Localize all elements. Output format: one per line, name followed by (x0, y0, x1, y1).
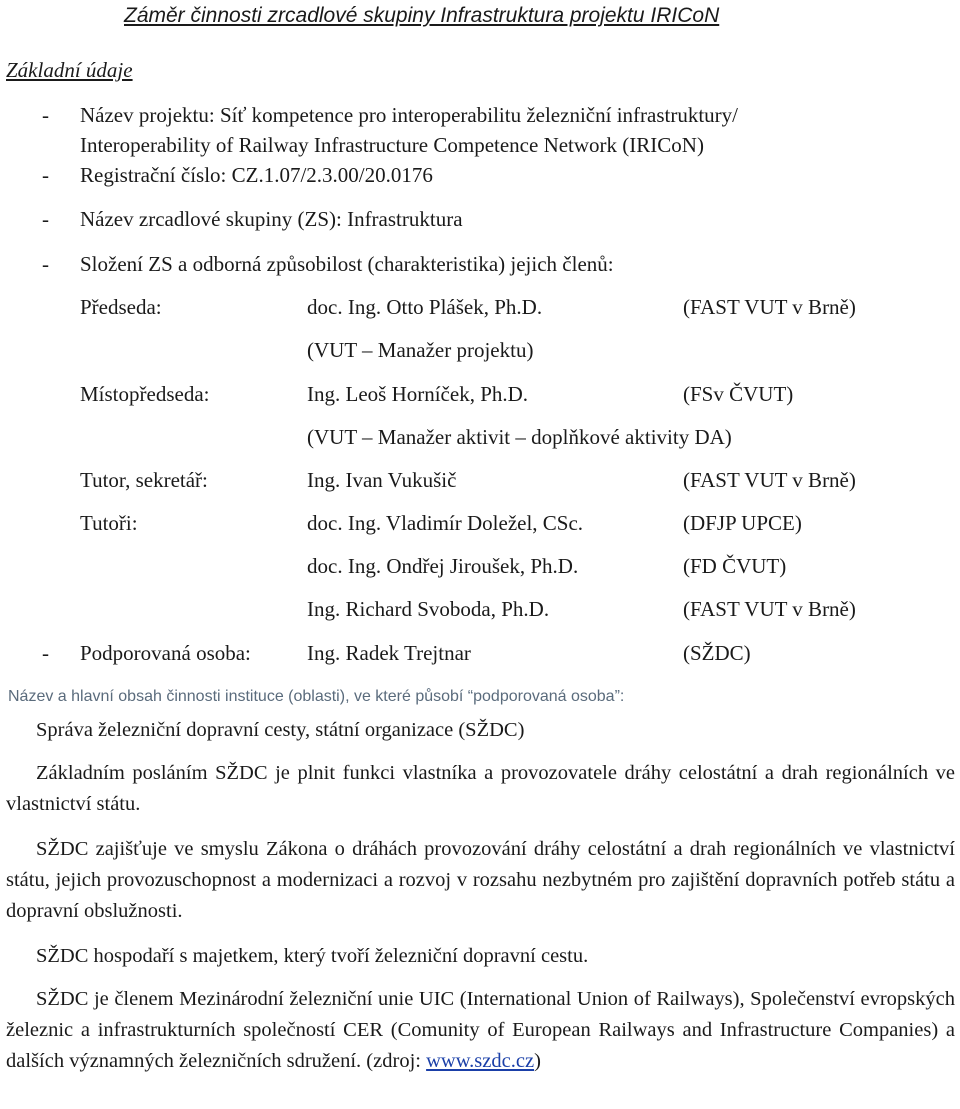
paragraph-mission: Základním posláním SŽDC je plnit funkci vlastníka a provozovatele dráhy celostátní a drah regionálních ve vlastnictví státu. (6, 762, 955, 815)
section-heading: Základní údaje (6, 58, 133, 82)
member-org: (DFJP UPCE) (683, 511, 802, 535)
list-dash: - (42, 641, 49, 665)
member-name: Ing. Ivan Vukušič (307, 468, 457, 492)
member-role: Předseda: (80, 295, 162, 319)
member-role: Tutor, sekretář: (80, 468, 208, 492)
membership-text: SŽDC je členem Mezinárodní železniční unie UIC (International Union of Railways), Společenství evropských železnic a infrastrukturních společností CER (Comunity of European Railways and Infrastructure Companies) a dalších významných železničních sdružení. (zdroj: (6, 988, 955, 1072)
member-role: Tutoři: (80, 511, 138, 535)
member-role: Místopředseda: (80, 382, 210, 406)
member-org: (FAST VUT v Brně) (683, 295, 856, 319)
group-name: Název zrcadlové skupiny (ZS): Infrastruktura (80, 207, 463, 231)
group-name-row (0, 204, 960, 234)
member-note: (VUT – Manažer aktivit – doplňkové aktivity DA) (307, 425, 732, 449)
list-dash: - (42, 103, 49, 127)
page-title: Záměr činnosti zrcadlové skupiny Infrastruktura projektu IRICoN (124, 4, 720, 27)
list-dash: - (42, 252, 49, 276)
project-name-line-2: Interoperability of Railway Infrastructure Competence Network (IRICoN) (80, 133, 704, 157)
member-name: doc. Ing. Ondřej Jiroušek, Ph.D. (307, 554, 579, 578)
paragraph-membership (6, 984, 955, 1077)
member-org: (FSv ČVUT) (683, 382, 794, 406)
institution-name: Správa železniční dopravní cesty, státní organizace (SŽDC) (36, 719, 525, 741)
paragraph-operation: SŽDC zajišťuje ve smyslu Zákona o dráhách provozování dráhy celostátní a drah regionálních ve vlastnictví státu, jejich provozuschopnost a modernizaci a rozvoj v rozsahu nezbytném pro zajištění dopravních potřeb státu a dopravní obslužnosti. (6, 838, 955, 922)
project-name-row (0, 100, 960, 130)
registration-row (0, 160, 960, 190)
composition-row (0, 249, 960, 279)
member-name: Ing. Leoš Horníček, Ph.D. (307, 382, 529, 406)
membership-text-end: ) (534, 1050, 541, 1072)
member-org: (FAST VUT v Brně) (683, 468, 856, 492)
project-name-line-1: Název projektu: Síť kompetence pro interoperabilitu železniční infrastruktury/ (80, 103, 738, 127)
member-name: doc. Ing. Vladimír Doležel, CSc. (307, 511, 584, 535)
paragraph-assets: SŽDC hospodaří s majetkem, který tvoří železniční dopravní cestu. (36, 945, 589, 967)
list-dash: - (42, 163, 49, 187)
member-name: Ing. Richard Svoboda, Ph.D. (307, 597, 550, 621)
composition-text: Složení ZS a odborná způsobilost (charakteristika) jejich členů: (80, 252, 614, 276)
szdc-link[interactable]: www.szdc.cz (426, 1050, 535, 1072)
supported-org: (SŽDC) (683, 641, 751, 665)
member-org: (FAST VUT v Brně) (683, 597, 856, 621)
member-name: doc. Ing. Otto Plášek, Ph.D. (307, 295, 543, 319)
member-org: (FD ČVUT) (683, 554, 787, 578)
member-note: (VUT – Manažer projektu) (307, 338, 534, 362)
list-dash: - (42, 207, 49, 231)
supported-role: Podporovaná osoba: (80, 641, 251, 665)
supported-person-row (0, 638, 960, 668)
institution-subheading: Název a hlavní obsah činnosti instituce (oblasti), ve které působí “podporovaná osoba”: (8, 688, 625, 705)
registration-number: Registrační číslo: CZ.1.07/2.3.00/20.0176 (80, 163, 433, 187)
supported-name: Ing. Radek Trejtnar (307, 641, 471, 665)
